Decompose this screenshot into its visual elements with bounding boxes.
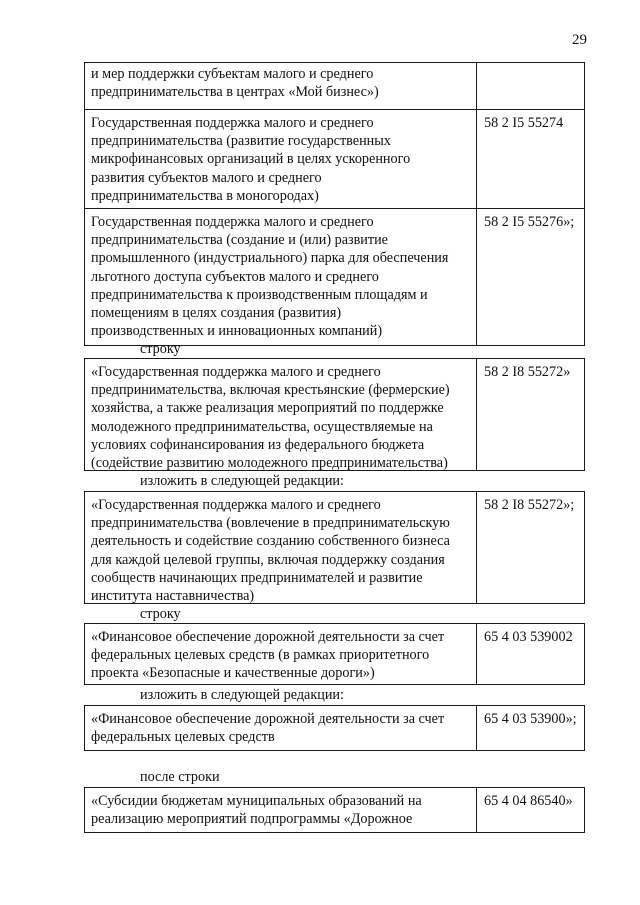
row-name: и мер поддержки субъектам малого и среднего предпринимательства в центрах «Мой бизнес»): [85, 63, 477, 109]
table-block-2: [84, 358, 585, 471]
row-code: 58 2 I8 55272»: [484, 364, 571, 380]
instruction-text: изложить в следующей редакции:: [140, 687, 344, 703]
row-code: 58 2 I8 55272»;: [484, 497, 575, 513]
row-code: 58 2 I5 55274: [484, 115, 564, 131]
table-row: [85, 208, 584, 345]
row-code: 65 4 03 53900»;: [484, 711, 577, 727]
row-name: «Финансовое обеспечение дорожной деятельности за счет федеральных целевых средств: [85, 706, 477, 750]
row-code: 65 4 04 86540»: [484, 793, 573, 809]
row-code: [477, 63, 584, 109]
row-name: «Финансовое обеспечение дорожной деятельности за счет федеральных целевых средств (в рамках приоритетного проекта «Безопасные и качественные дороги»): [85, 624, 477, 684]
row-code: 65 4 03 539002: [484, 629, 573, 645]
table-row: [85, 63, 584, 109]
table-block-3: [84, 491, 585, 604]
row-name: «Государственная поддержка малого и среднего предпринимательства, включая крестьянские (фермерские) хозяйства, а также реализация мероприятий по поддержке молодежного предпринимательства, осуществляемые на условиях софинансирования из федерального бюджета (содействие развитию молодежного предпринимательства): [85, 359, 477, 470]
table-block-5: [84, 705, 585, 751]
instruction-text: строку: [140, 606, 181, 622]
instruction-text: изложить в следующей редакции:: [140, 473, 344, 489]
table-block-1: [84, 62, 585, 346]
table-block-6: [84, 787, 585, 833]
row-code: 58 2 I5 55276»;: [484, 214, 575, 230]
row-name: Государственная поддержка малого и среднего предпринимательства (создание и (или) развитие промышленного (индустриального) парка для обеспечения льготного доступа субъектов малого и среднего предпринимательства к производственным площадям и помещениям в целях создания (развития) производственных и инновационных компаний): [85, 209, 477, 345]
row-name: Государственная поддержка малого и среднего предпринимательства (развитие государственных микрофинансовых организаций в целях ускоренного развития субъектов малого и среднего предпринимательства в моногородах): [85, 110, 477, 208]
instruction-text: после строки: [140, 769, 220, 785]
page-number: 29: [572, 32, 587, 48]
row-name: «Государственная поддержка малого и среднего предпринимательства (вовлечение в предпринимательскую деятельность и содействие созданию собственного бизнеса для каждой целевой группы, включая поддержку создания сообществ начинающих предпринимателей и развитие института наставничества): [85, 492, 477, 603]
instruction-text: строку: [140, 341, 181, 357]
table-block-4: [84, 623, 585, 685]
table-row: [85, 109, 584, 208]
row-name: «Субсидии бюджетам муниципальных образований на реализацию мероприятий подпрограммы «Дорожное: [85, 788, 477, 832]
